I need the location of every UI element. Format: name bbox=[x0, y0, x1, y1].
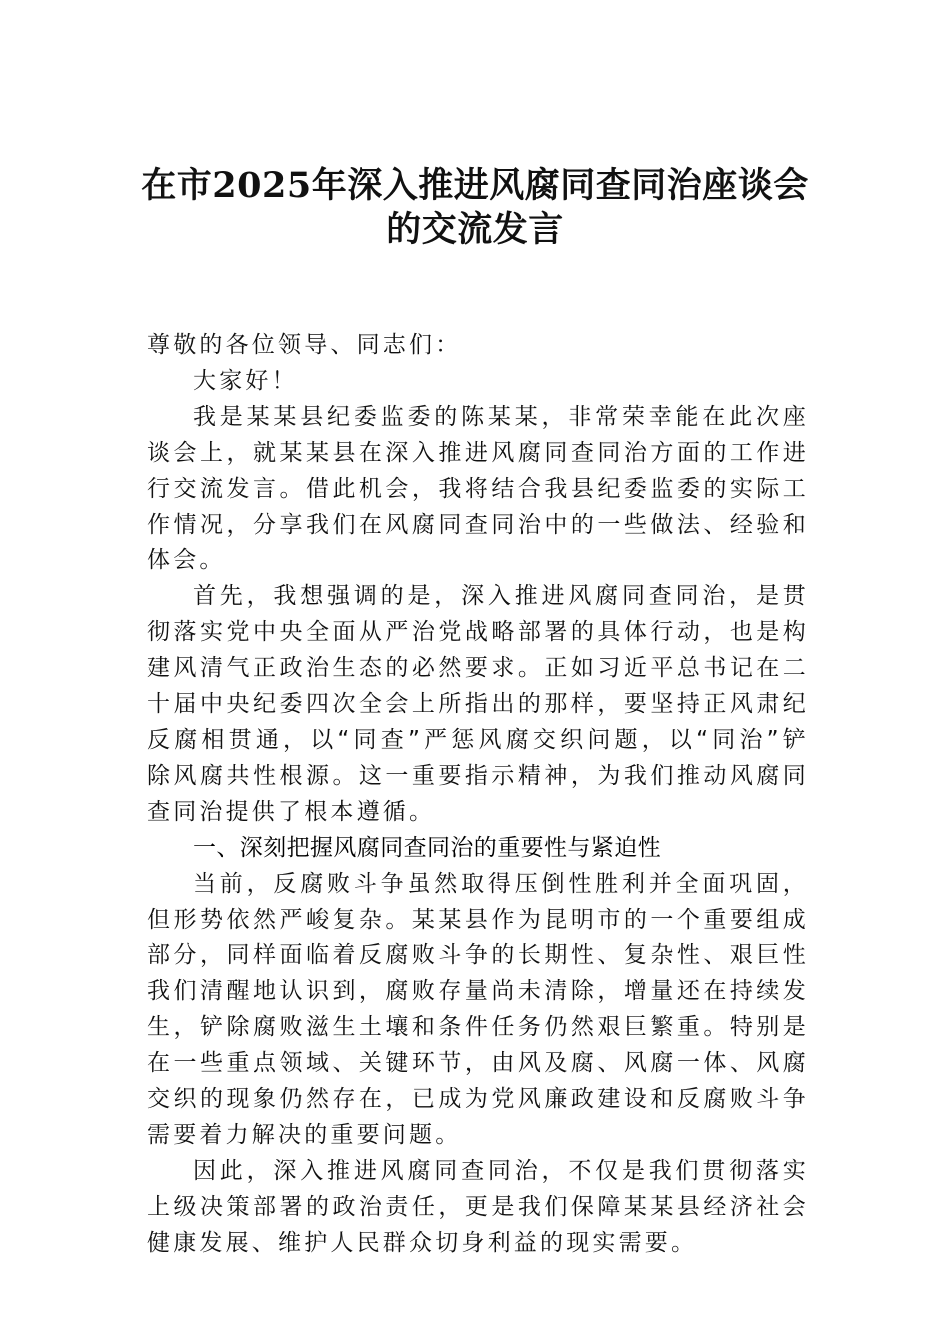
section-heading-1: 一、深刻把握风腐同查同治的重要性与紧迫性 bbox=[193, 834, 661, 861]
document-body bbox=[147, 328, 809, 1262]
paragraph-intro-1: 我是某某县纪委监委的陈某某，非常荣幸能在此次座谈会上，就某某县在深入推进风腐同查同治方面的工作进行交流发言。借此机会，我将结合我县纪委监委的实际工作情况，分享我们在风腐同查同治中的一些做法、经验和体会。 bbox=[147, 403, 809, 574]
paragraph-section1-1: 当前，反腐败斗争虽然取得压倒性胜利并全面巩固，但形势依然严峻复杂。某某县作为昆明市的一个重要组成部分，同样面临着反腐败斗争的长期性、复杂性、艰巨性我们清醒地认识到，腐败存量尚未清除，增量还在持续发生，铲除腐败滋生土壤和条件任务仍然艰巨繁重。特别是在一些重点领域、关键环节，由风及腐、风腐一体、风腐交织的现象仍然存在，已成为党风廉政建设和反腐败斗争需要着力解决的重要问题。 bbox=[147, 870, 809, 1148]
document-title-line-1: 在市2025年深入推进风腐同查同治座谈会 bbox=[141, 165, 809, 206]
document-title-line-2: 的交流发言 bbox=[386, 209, 564, 250]
paragraph-intro-2: 首先，我想强调的是，深入推进风腐同查同治，是贯彻落实党中央全面从严治党战略部署的具体行动，也是构建风清气正政治生态的必然要求。正如习近平总书记在二十届中央纪委四次全会上所指出的那样，要坚持正风肃纪反腐相贯通，以“同查”严惩风腐交织问题，以“同治”铲除风腐共性根源。这一重要指示精神，为我们推动风腐同查同治提供了根本遵循。 bbox=[147, 583, 809, 825]
greeting: 大家好！ bbox=[193, 367, 298, 394]
paragraph-section1-2: 因此，深入推进风腐同查同治，不仅是我们贯彻落实上级决策部署的政治责任，更是我们保障某某县经济社会健康发展、维护人民群众切身利益的现实需要。 bbox=[147, 1157, 809, 1256]
salutation: 尊敬的各位领导、同志们： bbox=[147, 332, 462, 358]
